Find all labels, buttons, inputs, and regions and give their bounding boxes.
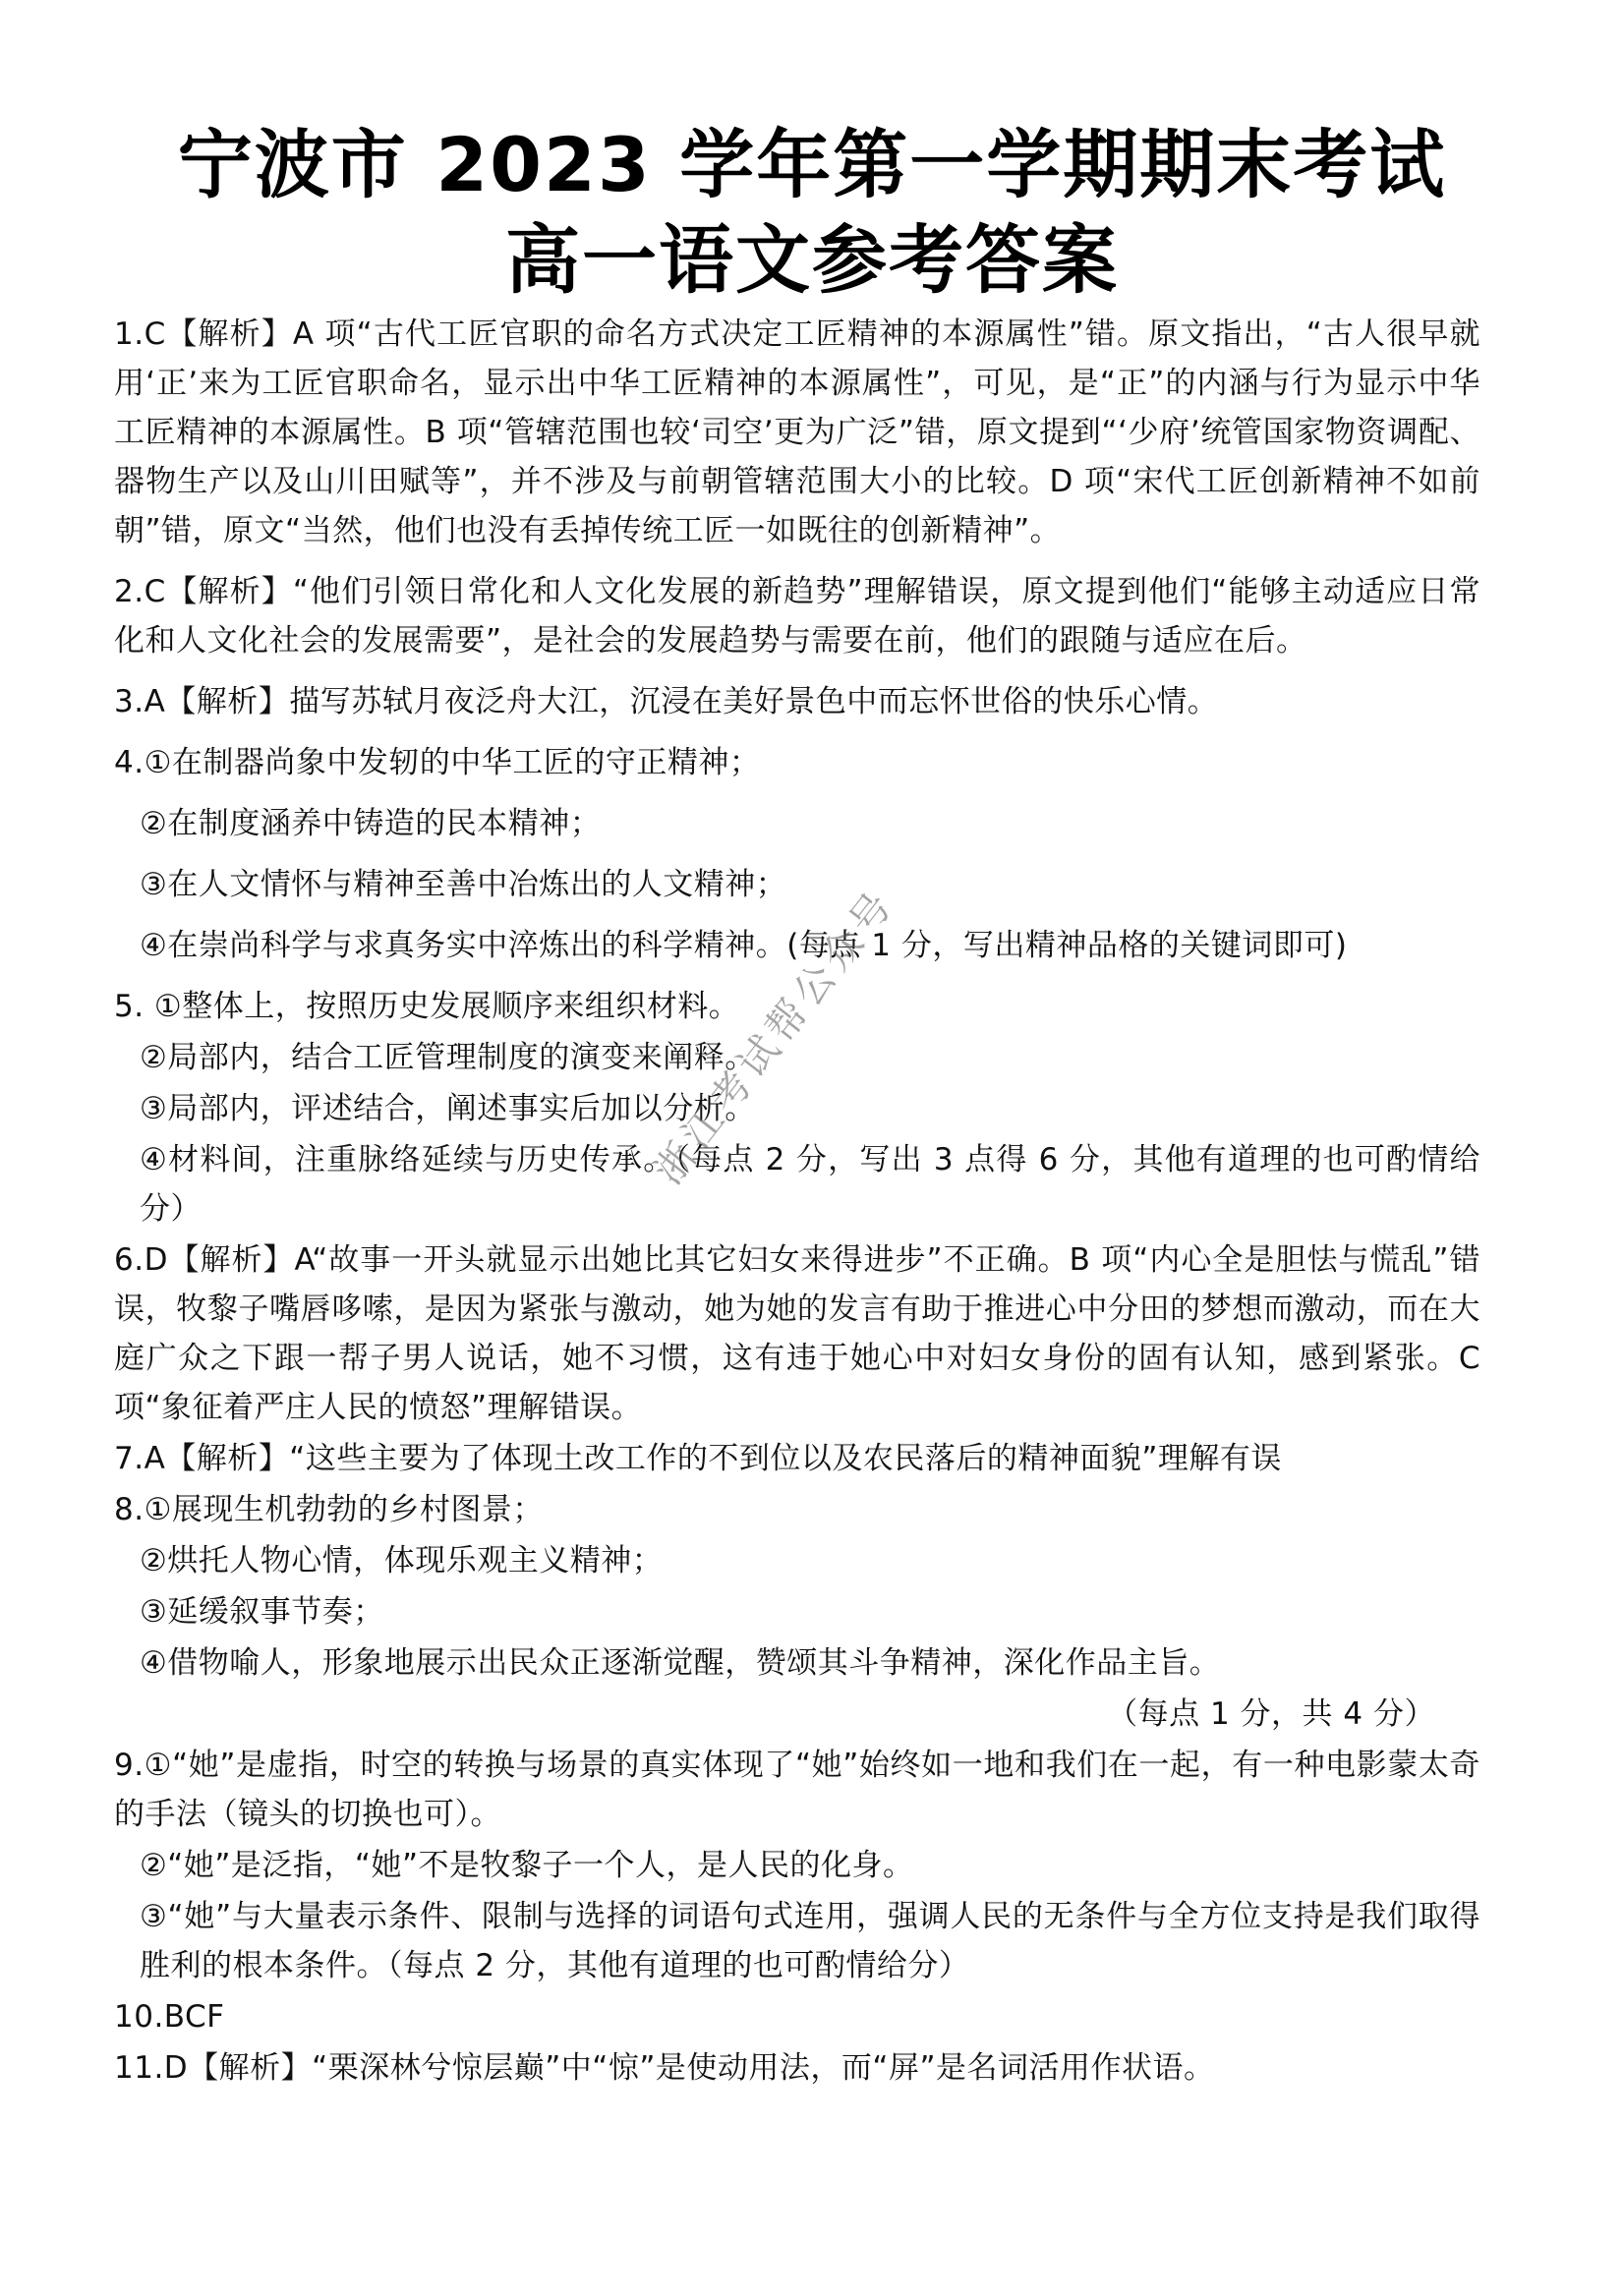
answer-q9-line3: ③“她”与大量表示条件、限制与选择的词语句式连用，强调人民的无条件与全方位支持是我们取得胜利的根本条件。（每点 2 分，其他有道理的也可酌情给分） bbox=[140, 1899, 1480, 1983]
answer-q11: 11.D【解析】“栗深林兮惊层巅”中“惊”是使动用法，而“屏”是名词活用作状语。 bbox=[114, 2050, 1215, 2086]
answer-q5-line4: ④材料间，注重脉络延续与历史传承。（每点 2 分，写出 3 点得 6 分，其他有道理的也可酌情给分） bbox=[140, 1142, 1480, 1227]
answer-q8-line3: ③延缓叙事节奏； bbox=[140, 1594, 384, 1630]
answer-q4-line4: ④在崇尚科学与求真务实中淬炼出的科学精神。(每点 1 分，写出精神品格的关键词即可) bbox=[140, 928, 1348, 963]
answer-q5-line3: ③局部内，评述结合，阐述事实后加以分析。 bbox=[140, 1091, 756, 1126]
watermark: 浙江考试帮公众号 bbox=[646, 880, 904, 1193]
answer-q8 bbox=[114, 1485, 1480, 1739]
answer-q8-score: （每点 1 分，共 4 分） bbox=[1107, 1696, 1435, 1732]
document-title-line2: 高一语文参考答案 bbox=[505, 216, 1119, 304]
answer-q3: 3.A【解析】描写苏轼月夜泛舟大江，沉浸在美好景色中而忘怀世俗的快乐心情。 bbox=[114, 684, 1219, 719]
answer-q5-line1: 5. ①整体上，按照历史发展顺序来组织材料。 bbox=[114, 989, 740, 1024]
answer-q4 bbox=[114, 738, 1480, 970]
answer-q7: 7.A【解析】“这些主要为了体现土改工作的不到位以及农民落后的精神面貌”理解有误 bbox=[114, 1441, 1282, 1476]
answer-q4-line3: ③在人文情怀与精神至善中冶炼出的人文精神； bbox=[140, 867, 787, 902]
answer-q8-line2: ②烘托人物心情，体现乐观主义精神； bbox=[140, 1543, 664, 1578]
answer-q5 bbox=[114, 982, 1480, 1234]
answer-q6: 6.D【解析】A“故事一开头就显示出她比其它妇女来得进步”不正确。B 项“内心全是胆怯与慌乱”错误，牧黎子嘴唇哆嗦，是因为紧张与激动，她为她的发言有助于推进心中分田的梦想而激动，而在大庭广众之下跟一帮子男人说话，她不习惯，这有违于她心中对妇女身份的固有认知，感到紧张。C 项“象征着严庄人民的愤怒”理解错误。 bbox=[114, 1242, 1480, 1425]
answer-q4-line2: ②在制度涵养中铸造的民本精神； bbox=[140, 806, 602, 841]
answer-q9-line1: 9.①“她”是虚指，时空的转换与场景的真实体现了“她”始终如一地和我们在一起，有一种电影蒙太奇的手法（镜头的切换也可）。 bbox=[114, 1748, 1480, 1832]
answer-q8-line4: ④借物喻人，形象地展示出民众正逐渐觉醒，赞颂其斗争精神，深化作品主旨。 bbox=[140, 1645, 1221, 1681]
answer-q9-line2: ②“她”是泛指，“她”不是牧黎子一个人，是人民的化身。 bbox=[140, 1848, 914, 1883]
document-title-line1: 宁波市 2023 学年第一学期期末考试 bbox=[177, 121, 1447, 208]
answer-q9 bbox=[114, 1741, 1480, 1990]
answer-body bbox=[114, 310, 1480, 2095]
answer-q8-line1: 8.①展现生机勃勃的乡村图景； bbox=[114, 1492, 544, 1527]
answer-q5-line2: ②局部内，结合工匠管理制度的演变来阐释。 bbox=[140, 1040, 756, 1075]
answer-q4-line1: 4.①在制器尚象中发轫的中华工匠的守正精神； bbox=[114, 745, 761, 780]
answer-q1: 1.C【解析】A 项“古代工匠官职的命名方式决定工匠精神的本源属性”错。原文指出，“古人很早就用‘正’来为工匠官职命名，显示出中华工匠精神的本源属性”，可见，是“正”的内涵与行为显示中华工匠精神的本源属性。B 项“管辖范围也较‘司空’更为广泛”错，原文提到“‘少府’统管国家物资调配、器物生产以及山川田赋等”，并不涉及与前朝管辖范围大小的比较。D 项“宋代工匠创新精神不如前朝”错，原文“当然，他们也没有丢掉传统工匠一如既往的创新精神”。 bbox=[114, 316, 1480, 548]
answer-q2: 2.C【解析】“他们引领日常化和人文化发展的新趋势”理解错误，原文提到他们“能够主动适应日常化和人文化社会的发展需要”，是社会的发展趋势与需要在前，他们的跟随与适应在后。 bbox=[114, 574, 1480, 659]
answer-q10: 10.BCF bbox=[114, 1999, 225, 2035]
